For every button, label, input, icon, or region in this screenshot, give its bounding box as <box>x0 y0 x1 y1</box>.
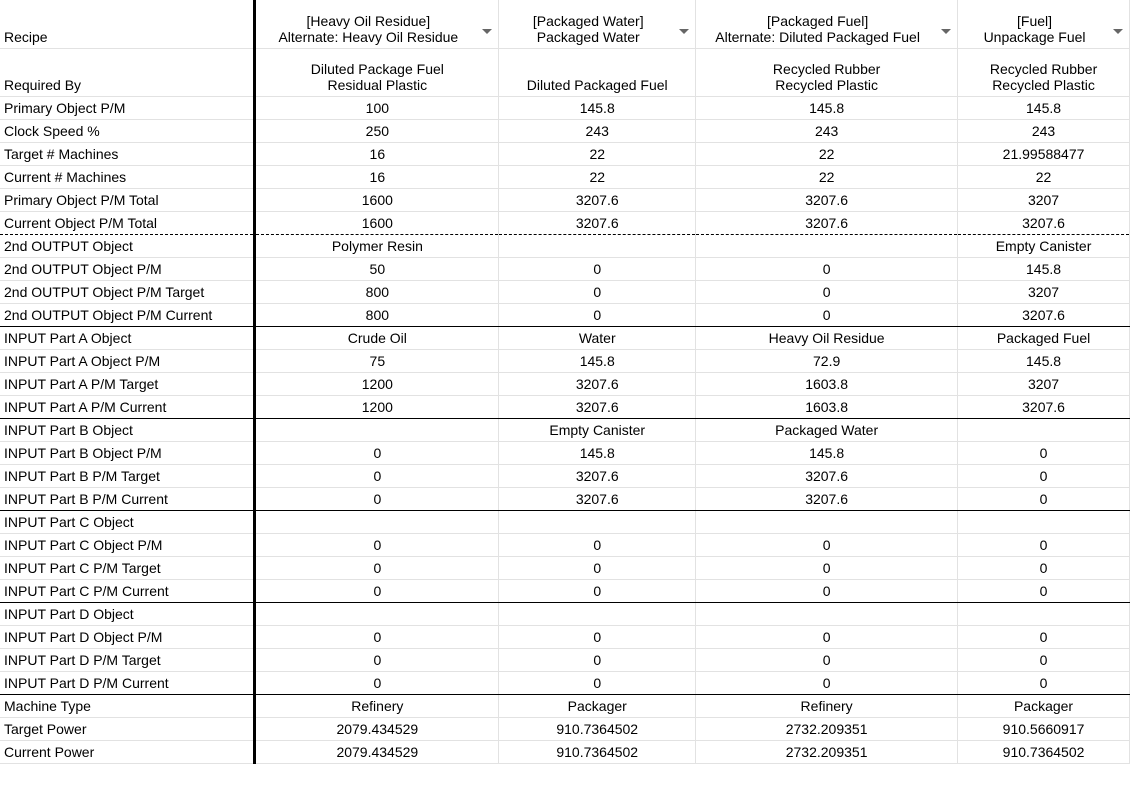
cell[interactable]: 145.8 <box>499 349 696 372</box>
row-label: Primary Object P/M <box>0 96 255 119</box>
cell[interactable]: 1603.8 <box>696 372 958 395</box>
recipe-name: Alternate: Heavy Oil Residue <box>278 28 459 45</box>
cell[interactable]: 0 <box>958 648 1130 671</box>
required-by-label: Required By <box>0 48 255 96</box>
cell[interactable]: 75 <box>255 349 499 372</box>
cell[interactable]: 0 <box>499 625 696 648</box>
cell[interactable]: 21.99588477 <box>958 142 1130 165</box>
table-row <box>0 395 1130 418</box>
cell[interactable]: 0 <box>958 556 1130 579</box>
cell[interactable]: 145.8 <box>958 96 1130 119</box>
table-row <box>0 510 1130 533</box>
cell[interactable] <box>958 418 1130 441</box>
table-row <box>0 142 1130 165</box>
cell[interactable]: 800 <box>255 280 499 303</box>
recipe-tag: [Fuel] <box>1017 12 1053 29</box>
cell[interactable]: Water <box>499 326 696 349</box>
cell[interactable]: 0 <box>255 441 499 464</box>
cell[interactable]: 3207.6 <box>499 464 696 487</box>
row-label: INPUT Part A Object <box>0 326 255 349</box>
cell[interactable]: 1200 <box>255 372 499 395</box>
cell[interactable]: 0 <box>696 671 958 694</box>
cell[interactable]: 145.8 <box>958 349 1130 372</box>
cell[interactable]: 3207.6 <box>958 303 1130 326</box>
table-row <box>0 234 1130 257</box>
cell[interactable]: 3207.6 <box>696 188 958 211</box>
cell[interactable]: Packager <box>499 694 696 717</box>
cell[interactable]: 145.8 <box>499 96 696 119</box>
cell[interactable]: 22 <box>958 165 1130 188</box>
row-label: Target # Machines <box>0 142 255 165</box>
cell[interactable]: 0 <box>696 625 958 648</box>
table-row <box>0 717 1130 740</box>
row-label: INPUT Part A Object P/M <box>0 349 255 372</box>
cell[interactable]: 1600 <box>255 211 499 234</box>
recipe-dropdown-cell[interactable] <box>696 0 958 48</box>
table-row <box>0 579 1130 602</box>
row-label: INPUT Part D Object P/M <box>0 625 255 648</box>
cell[interactable]: Refinery <box>255 694 499 717</box>
cell[interactable]: 0 <box>958 441 1130 464</box>
cell[interactable]: 1603.8 <box>696 395 958 418</box>
row-label: INPUT Part B Object P/M <box>0 441 255 464</box>
row-label: INPUT Part C P/M Target <box>0 556 255 579</box>
cell[interactable] <box>255 418 499 441</box>
cell[interactable]: 3207.6 <box>499 395 696 418</box>
recipe-name: Alternate: Diluted Packaged Fuel <box>715 28 920 45</box>
cell[interactable]: 0 <box>255 648 499 671</box>
cell[interactable]: 16 <box>255 165 499 188</box>
table-row <box>0 625 1130 648</box>
table-row <box>0 119 1130 142</box>
cell[interactable] <box>958 602 1130 625</box>
cell[interactable]: 0 <box>958 625 1130 648</box>
cell[interactable]: 0 <box>696 257 958 280</box>
required-by-line: Recycled Plastic <box>992 76 1095 93</box>
row-label: INPUT Part A P/M Current <box>0 395 255 418</box>
cell[interactable]: 0 <box>499 671 696 694</box>
cell[interactable]: Polymer Resin <box>255 234 499 257</box>
cell[interactable]: 2732.209351 <box>696 740 958 763</box>
cell[interactable]: 145.8 <box>958 257 1130 280</box>
cell[interactable]: 3207.6 <box>958 211 1130 234</box>
cell[interactable]: 3207.6 <box>499 211 696 234</box>
cell[interactable]: 3207.6 <box>696 464 958 487</box>
cell[interactable]: Packaged Water <box>696 418 958 441</box>
cell[interactable]: Refinery <box>696 694 958 717</box>
required-by-line: Diluted Package Fuel <box>310 60 444 77</box>
cell[interactable]: 0 <box>696 579 958 602</box>
table-row <box>0 464 1130 487</box>
row-label: 2nd OUTPUT Object <box>0 234 255 257</box>
row-label: INPUT Part D Object <box>0 602 255 625</box>
cell[interactable]: 0 <box>958 464 1130 487</box>
row-label: INPUT Part C Object P/M <box>0 533 255 556</box>
row-label: INPUT Part B P/M Current <box>0 487 255 510</box>
cell[interactable]: 0 <box>958 487 1130 510</box>
table-row <box>0 280 1130 303</box>
table-row <box>0 372 1130 395</box>
cell[interactable] <box>499 234 696 257</box>
cell[interactable]: 0 <box>499 556 696 579</box>
table-row <box>0 188 1130 211</box>
table-row <box>0 694 1130 717</box>
cell[interactable]: 0 <box>696 648 958 671</box>
row-label: Current Object P/M Total <box>0 211 255 234</box>
cell[interactable]: 0 <box>499 303 696 326</box>
row-label: Machine Type <box>0 694 255 717</box>
cell[interactable]: 910.7364502 <box>958 740 1130 763</box>
cell[interactable] <box>499 510 696 533</box>
cell[interactable]: 3207.6 <box>499 372 696 395</box>
cell[interactable]: 0 <box>255 487 499 510</box>
cell[interactable]: 0 <box>255 579 499 602</box>
cell[interactable]: 145.8 <box>696 441 958 464</box>
cell[interactable]: 0 <box>958 671 1130 694</box>
row-label: INPUT Part D P/M Current <box>0 671 255 694</box>
recipe-tag: [Packaged Water] <box>532 12 644 29</box>
cell[interactable]: 22 <box>499 165 696 188</box>
cell[interactable]: 0 <box>958 533 1130 556</box>
cell[interactable]: 3207.6 <box>696 487 958 510</box>
cell[interactable]: 0 <box>696 303 958 326</box>
cell[interactable]: Heavy Oil Residue <box>696 326 958 349</box>
cell[interactable]: 145.8 <box>499 441 696 464</box>
cell[interactable]: 2079.434529 <box>255 717 499 740</box>
row-label: Current Power <box>0 740 255 763</box>
required-by-line: Residual Plastic <box>327 76 428 93</box>
recipe-dropdown-cell[interactable] <box>255 0 499 48</box>
cell[interactable]: 0 <box>255 625 499 648</box>
cell[interactable]: 910.7364502 <box>499 740 696 763</box>
cell[interactable]: 1600 <box>255 188 499 211</box>
cell[interactable]: 2079.434529 <box>255 740 499 763</box>
cell[interactable]: 0 <box>499 533 696 556</box>
cell[interactable]: 0 <box>696 556 958 579</box>
cell[interactable] <box>255 602 499 625</box>
cell[interactable]: 910.5660917 <box>958 717 1130 740</box>
table-row <box>0 418 1130 441</box>
cell[interactable]: 22 <box>696 165 958 188</box>
cell[interactable]: 0 <box>499 257 696 280</box>
required-by-cell[interactable] <box>255 48 499 96</box>
table-row <box>0 740 1130 763</box>
cell[interactable]: 0 <box>499 280 696 303</box>
row-label: INPUT Part B Object <box>0 418 255 441</box>
recipe-name: Packaged Water <box>536 28 640 45</box>
row-label: INPUT Part C Object <box>0 510 255 533</box>
required-by-cell[interactable] <box>696 48 958 96</box>
table-row <box>0 602 1130 625</box>
cell[interactable]: Packager <box>958 694 1130 717</box>
dropdown-arrow-icon[interactable] <box>679 29 689 34</box>
row-label: Clock Speed % <box>0 119 255 142</box>
table-row <box>0 671 1130 694</box>
cell[interactable]: 3207.6 <box>696 211 958 234</box>
cell[interactable]: 0 <box>499 648 696 671</box>
cell[interactable]: 3207 <box>958 372 1130 395</box>
cell[interactable]: 16 <box>255 142 499 165</box>
cell[interactable] <box>696 510 958 533</box>
cell[interactable]: 0 <box>255 556 499 579</box>
required-by-row <box>0 48 1130 96</box>
table-row <box>0 487 1130 510</box>
table-row <box>0 533 1130 556</box>
row-label: Current # Machines <box>0 165 255 188</box>
cell[interactable]: 3207.6 <box>499 188 696 211</box>
cell[interactable]: Empty Canister <box>958 234 1130 257</box>
cell[interactable]: Packaged Fuel <box>958 326 1130 349</box>
row-label: 2nd OUTPUT Object P/M Current <box>0 303 255 326</box>
recipe-tag: [Packaged Fuel] <box>767 12 869 29</box>
cell[interactable]: 1200 <box>255 395 499 418</box>
table-row <box>0 165 1130 188</box>
required-by-line: Recycled Rubber <box>772 60 881 77</box>
table-row <box>0 648 1130 671</box>
cell[interactable] <box>696 602 958 625</box>
cell[interactable]: 243 <box>696 119 958 142</box>
recipe-dropdown-cell[interactable] <box>958 0 1130 48</box>
table-row <box>0 556 1130 579</box>
required-by-line: Diluted Packaged Fuel <box>526 76 668 93</box>
dropdown-arrow-icon[interactable] <box>482 29 492 34</box>
cell[interactable]: 72.9 <box>696 349 958 372</box>
recipe-dropdown-cell[interactable] <box>499 0 696 48</box>
cell[interactable] <box>696 234 958 257</box>
cell[interactable]: 3207 <box>958 188 1130 211</box>
recipe-row <box>0 0 1130 48</box>
cell[interactable]: 22 <box>499 142 696 165</box>
table-row <box>0 96 1130 119</box>
cell[interactable]: Empty Canister <box>499 418 696 441</box>
dropdown-arrow-icon[interactable] <box>941 29 951 34</box>
recipe-name: Unpackage Fuel <box>983 28 1086 45</box>
row-label: INPUT Part C P/M Current <box>0 579 255 602</box>
row-label: Target Power <box>0 717 255 740</box>
cell[interactable]: 243 <box>958 119 1130 142</box>
cell[interactable]: 3207.6 <box>958 395 1130 418</box>
cell[interactable]: 250 <box>255 119 499 142</box>
table-row <box>0 211 1130 234</box>
table-row <box>0 257 1130 280</box>
row-label: INPUT Part D P/M Target <box>0 648 255 671</box>
cell[interactable]: 0 <box>255 533 499 556</box>
cell[interactable]: 0 <box>499 579 696 602</box>
required-by-line <box>503 61 691 77</box>
cell[interactable]: 22 <box>696 142 958 165</box>
cell[interactable] <box>499 602 696 625</box>
cell[interactable]: Crude Oil <box>255 326 499 349</box>
dropdown-arrow-icon[interactable] <box>1113 29 1123 34</box>
required-by-cell[interactable] <box>499 48 696 96</box>
required-by-line: Recycled Plastic <box>775 76 878 93</box>
cell[interactable]: 2732.209351 <box>696 717 958 740</box>
table-row <box>0 349 1130 372</box>
cell[interactable]: 243 <box>499 119 696 142</box>
cell[interactable] <box>255 510 499 533</box>
row-label: INPUT Part B P/M Target <box>0 464 255 487</box>
cell[interactable]: 50 <box>255 257 499 280</box>
table-row <box>0 441 1130 464</box>
cell[interactable]: 0 <box>696 533 958 556</box>
cell[interactable]: 145.8 <box>696 96 958 119</box>
recipe-tag: [Heavy Oil Residue] <box>306 12 431 29</box>
cell[interactable]: 0 <box>255 464 499 487</box>
cell[interactable]: 910.7364502 <box>499 717 696 740</box>
cell[interactable]: 0 <box>255 671 499 694</box>
cell[interactable]: 3207 <box>958 280 1130 303</box>
cell[interactable]: 100 <box>255 96 499 119</box>
required-by-line: Recycled Rubber <box>989 60 1098 77</box>
cell[interactable]: 3207.6 <box>499 487 696 510</box>
table-row <box>0 303 1130 326</box>
cell[interactable]: 800 <box>255 303 499 326</box>
cell[interactable]: 0 <box>696 280 958 303</box>
cell[interactable] <box>958 510 1130 533</box>
row-label: 2nd OUTPUT Object P/M Target <box>0 280 255 303</box>
cell[interactable]: 0 <box>958 579 1130 602</box>
row-label: 2nd OUTPUT Object P/M <box>0 257 255 280</box>
table-row <box>0 326 1130 349</box>
row-label: INPUT Part A P/M Target <box>0 372 255 395</box>
recipe-label: Recipe <box>0 0 255 48</box>
required-by-cell[interactable] <box>958 48 1130 96</box>
row-label: Primary Object P/M Total <box>0 188 255 211</box>
